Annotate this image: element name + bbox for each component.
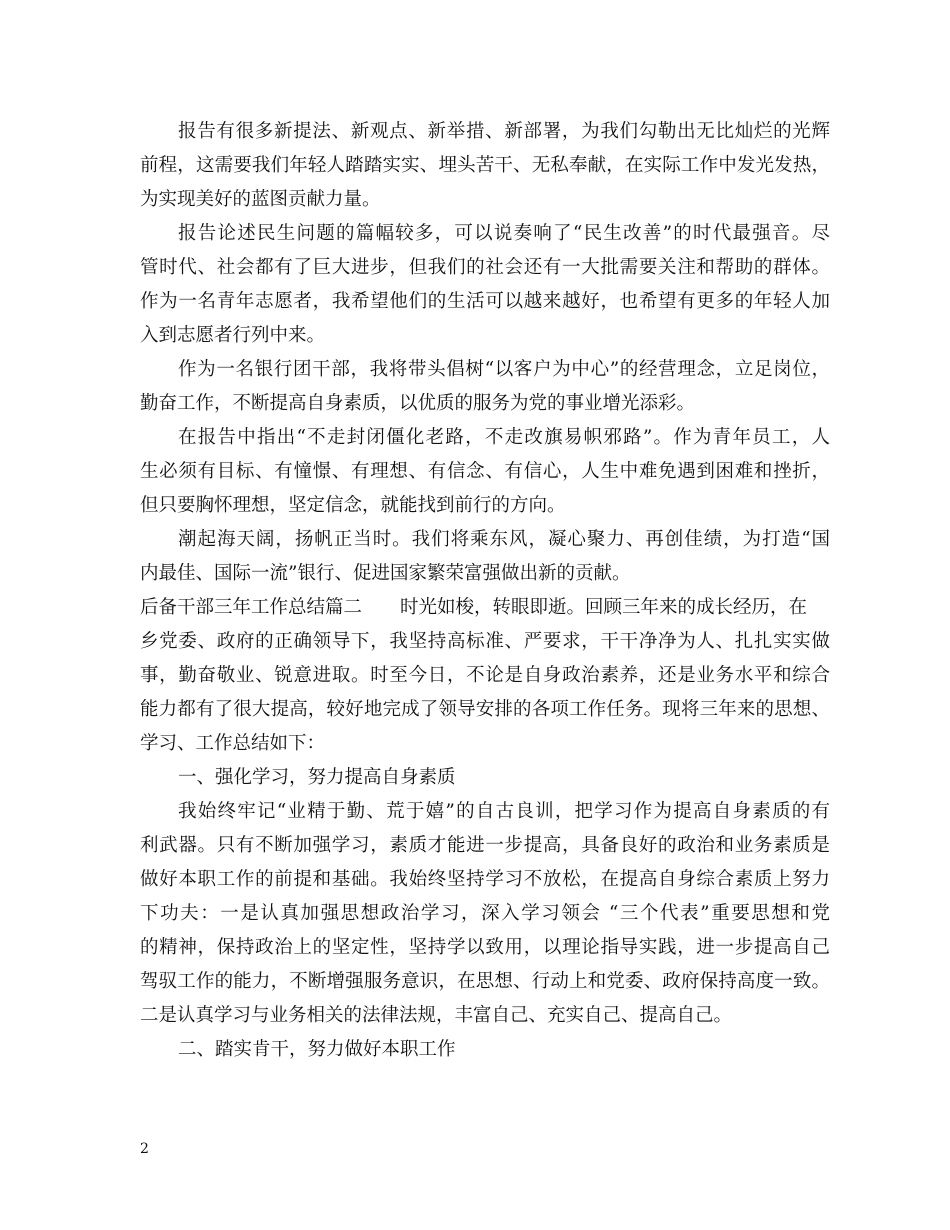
paragraph-line: 作为一名银行团干部，我将带头倡树“以客户为中心”的经营理念，立足岗位，	[178, 359, 830, 380]
paragraph-line: 报告有很多新提法、新观点、新举措、新部署，为我们勾勒出无比灿烂的光辉	[178, 121, 830, 142]
paragraph-line: 勤奋工作，不断提高自身素质，以优质的服务为党的事业增光添彩。	[140, 393, 696, 414]
subheading-line: 一、强化学习，努力提高自身素质	[178, 767, 456, 788]
paragraph-line: 但只要胸怀理想，坚定信念，就能找到前行的方向。	[140, 495, 566, 516]
paragraph-line: 做好本职工作的前提和基础。我始终坚持学习不放松，在提高自身综合素质上努力	[140, 869, 830, 890]
section-heading: 后备干部三年工作总结篇二	[140, 597, 363, 618]
paragraph-line: 驾驭工作的能力，不断增强服务意识，在思想、行动上和党委、政府保持高度一致。	[140, 971, 830, 992]
paragraph-line: 乡党委、政府的正确领导下，我坚持高标准、严要求，干干净净为人、扎扎实实做	[140, 631, 830, 652]
paragraph-line: 事，勤奋敬业、锐意进取。时至今日，不论是自身政治素养，还是业务水平和综合	[140, 665, 830, 686]
paragraph-line: 入到志愿者行列中来。	[140, 325, 326, 346]
paragraph-line: 为实现美好的蓝图贡献力量。	[140, 189, 381, 210]
paragraph-line: 前程，这需要我们年轻人踏踏实实、埋头苦干、无私奉献，在实际工作中发光发热，	[140, 155, 830, 176]
paragraph-line: 学习、工作总结如下：	[140, 733, 326, 754]
paragraph-line: 在报告中指出“不走封闭僵化老路，不走改旗易帜邪路”。作为青年员工，人	[178, 427, 830, 448]
paragraph-line: 生必须有目标、有憧憬、有理想、有信念、有信心，人生中难免遇到困难和挫折，	[140, 461, 830, 482]
section-heading-line	[140, 591, 830, 625]
paragraph-line: 管时代、社会都有了巨大进步，但我们的社会还有一大批需要关注和帮助的群体。	[140, 257, 830, 278]
paragraph-line: 能力都有了很大提高，较好地完成了领导安排的各项工作任务。现将三年来的思想、	[140, 699, 830, 720]
paragraph-line: 我始终牢记“业精于勤、荒于嬉”的自古良训，把学习作为提高自身素质的有	[178, 801, 830, 822]
page-number: 2	[140, 1141, 149, 1157]
section-opening: 时光如梭，转眼即逝。回顾三年来的成长经历，在	[400, 597, 808, 618]
paragraph-line: 下功夫：一是认真加强思想政治学习，深入学习领会 “三个代表”重要思想和党	[140, 903, 830, 924]
paragraph-line: 报告论述民生问题的篇幅较多，可以说奏响了“民生改善”的时代最强音。尽	[178, 223, 830, 244]
paragraph-line: 作为一名青年志愿者，我希望他们的生活可以越来越好，也希望有更多的年轻人加	[140, 291, 830, 312]
paragraph-line: 内最佳、国际一流”银行、促进国家繁荣富强做出新的贡献。	[140, 563, 631, 584]
document-body	[140, 115, 830, 1067]
paragraph-line: 二是认真学习与业务相关的法律法规，丰富自己、充实自己、提高自己。	[140, 1005, 733, 1026]
paragraph-line: 的精神，保持政治上的坚定性，坚持学以致用，以理论指导实践，进一步提高自己	[140, 937, 830, 958]
paragraph-line: 潮起海天阔，扬帆正当时。我们将乘东风，凝心聚力、再创佳绩，为打造“国	[178, 529, 830, 550]
paragraph-line: 利武器。只有不断加强学习，素质才能进一步提高，具备良好的政治和业务素质是	[140, 835, 830, 856]
subheading-line: 二、踏实肯干，努力做好本职工作	[178, 1039, 456, 1060]
